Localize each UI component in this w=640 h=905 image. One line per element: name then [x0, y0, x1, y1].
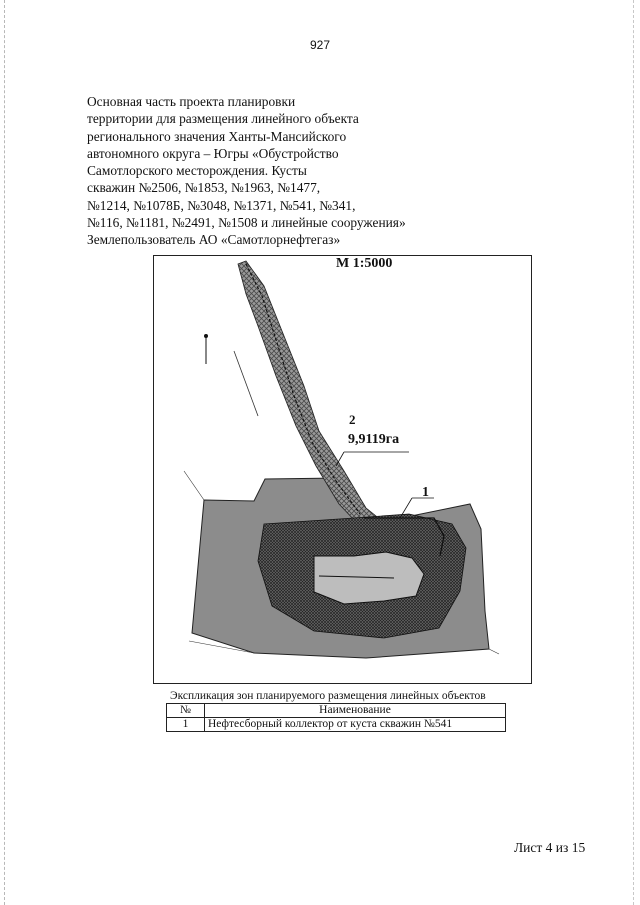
table-header-row: [167, 704, 506, 718]
header-number: №: [167, 704, 205, 718]
zone-area-label: 9,9119га: [348, 432, 400, 447]
title-line: территории для размещения линейного объекта: [87, 111, 359, 127]
row-name: Нефтесборный коллектор от куста скважин №541: [205, 718, 506, 732]
table-row: [167, 718, 506, 732]
document-title: [87, 93, 547, 249]
header-name: Наименование: [205, 704, 506, 718]
explication-title: Экспликация зон планируемого размещения линейных объектов: [170, 690, 486, 702]
sheet-counter: Лист 4 из 15: [514, 840, 586, 855]
well-pad-core: [314, 552, 424, 604]
land-user-line: Землепользователь АО «Самотлорнефтегаз»: [87, 232, 341, 248]
zone-number-label: 2: [349, 412, 356, 427]
page-number: 927: [309, 38, 331, 52]
site-plan-map: [153, 255, 532, 684]
scan-edge-left: [4, 0, 6, 905]
object-number-label: 1: [422, 485, 429, 500]
title-line: Основная часть проекта планировки: [87, 94, 296, 109]
site-plan-drawing: [154, 256, 531, 683]
title-line: автономного округа – Югры «Обустройство: [87, 145, 339, 161]
map-scale: М 1:5000: [336, 256, 393, 271]
title-line: №116, №1181, №2491, №1508 и линейные сооружения»: [87, 215, 406, 231]
title-line: скважин №2506, №1853, №1963, №1477,: [87, 180, 321, 196]
explication-table: [166, 703, 506, 732]
row-number: 1: [167, 718, 205, 732]
title-line: Самотлорского месторождения. Кусты: [87, 163, 307, 179]
scan-edge-right: [633, 0, 635, 905]
title-line: регионального значения Ханты-Мансийского: [87, 128, 347, 144]
title-line: №1214, №1078Б, №3048, №1371, №541, №341,: [87, 197, 356, 213]
